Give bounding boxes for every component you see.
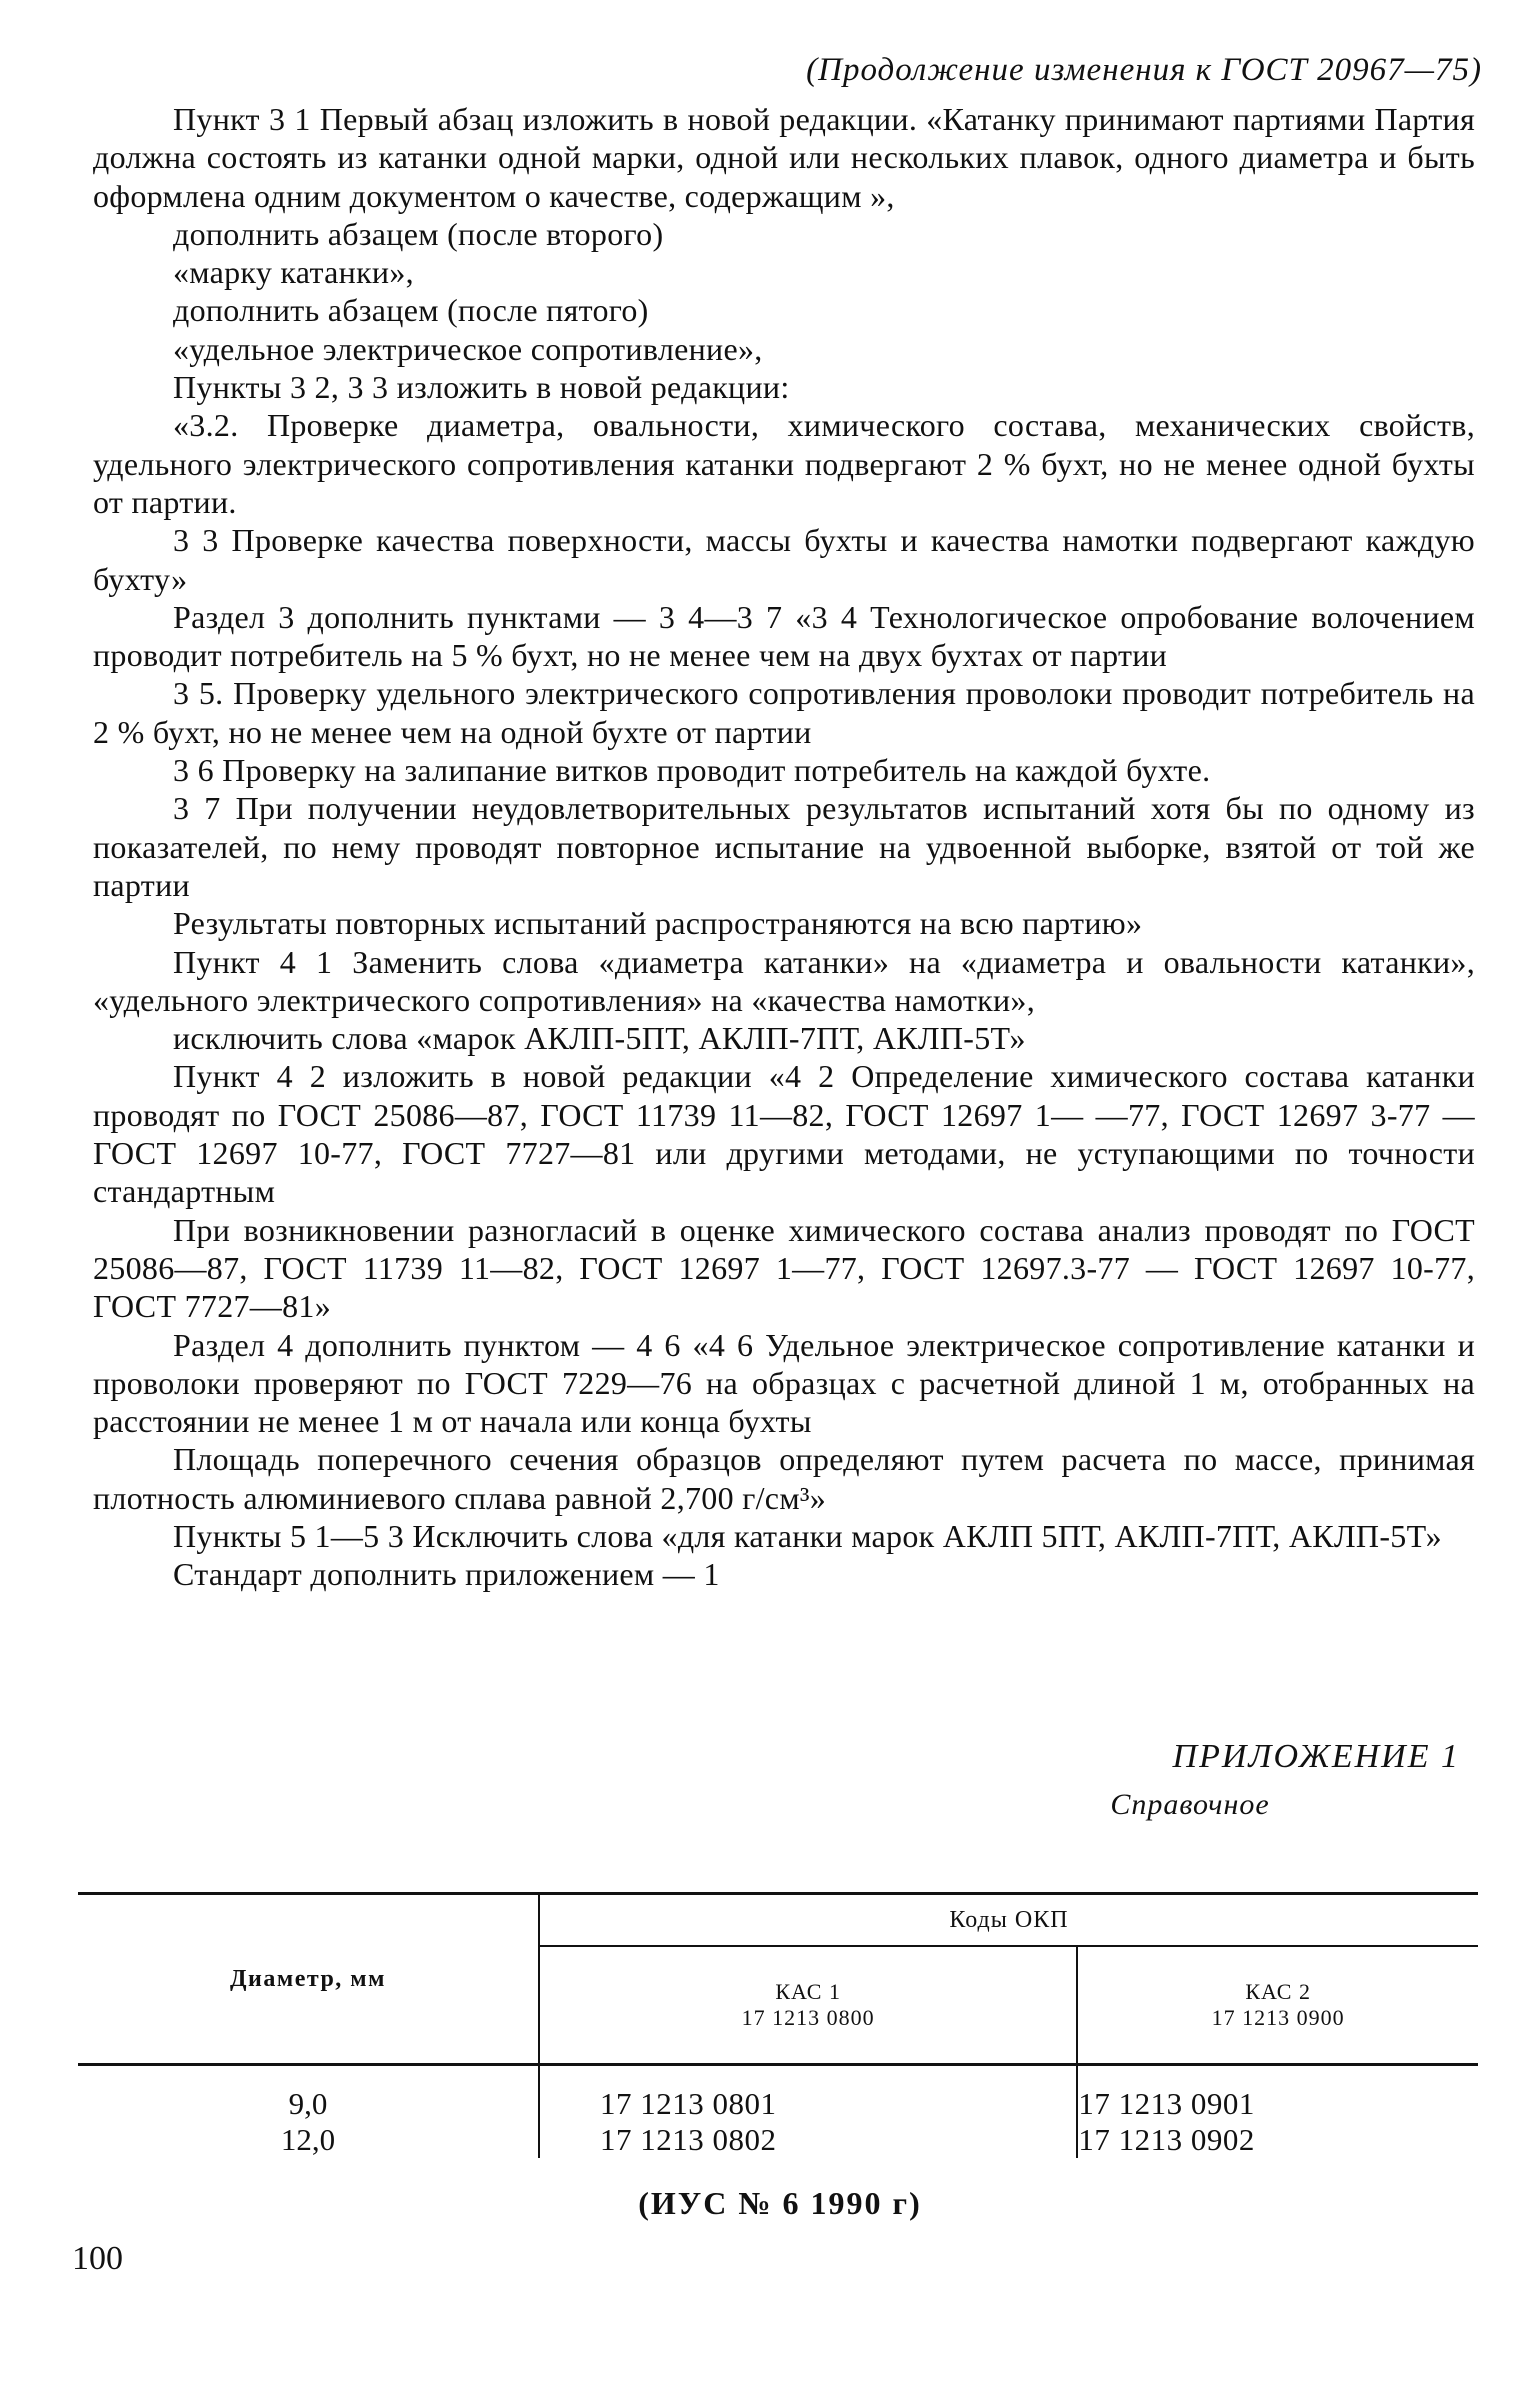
kas1-code-cell: 17 1213 0801: [539, 2065, 1077, 2123]
paragraph: 3 3 Проверке качества поверхности, массы бухты и качества намотки подвергают каждую бухту»: [93, 522, 1475, 597]
paragraph: Пункт 4 1 Заменить слова «диаметра катанки» на «диаметра и овальности катанки», «удельного электрического сопротивления» на «качества намотки»,: [93, 943, 1475, 1018]
okp-codes-table: [78, 1892, 1478, 2158]
kas1-code-cell: 17 1213 0802: [539, 2122, 1077, 2158]
appendix-subtitle: Справочное: [1110, 1788, 1270, 1821]
paragraph: Результаты повторных испытаний распространяются на всю партию»: [173, 905, 1143, 942]
kas2-code-cell: 17 1213 0902: [1078, 2122, 1255, 2157]
column-header-kas2: [1077, 1946, 1478, 2065]
paragraph: Пункт 3 1 Первый абзац изложить в новой редакции. «Катанку принимают партиями Партия должна состоять из катанки одной марки, одной или нескольких плавок, одного диаметра и быть оформлена одним документом о качестве, содержащим »,: [93, 101, 1475, 214]
paragraph: Раздел 4 дополнить пунктом — 4 6 «4 6 Удельное электрическое сопротивление катанки и проволоки проверяют по ГОСТ 7229—76 на образцах с расчетной длиной 1 м, отобранных на расстоянии не менее 1 м от начала или конца бухты: [93, 1326, 1475, 1440]
paragraph: 3 7 При получении неудовлетворительных результатов испытаний хотя бы по одному из показателей, по нему проводят повторное испытание на удвоенной выборке, взятой от той же партии: [93, 790, 1475, 903]
kas2-code: 17 1213 0900: [1211, 2005, 1345, 2030]
paragraph: Пункты 5 1—5 3 Исключить слова «для катанки марок АКЛП 5ПТ, АКЛП-7ПТ, АКЛП-5Т»: [173, 1517, 1442, 1554]
paragraph: исключить слова «марок АКЛП-5ПТ, АКЛП-7ПТ, АКЛП-5Т»: [173, 1020, 1026, 1057]
diameter-cell: 9,0: [78, 2065, 539, 2123]
page-number: 100: [72, 2240, 123, 2277]
column-header-diameter: Диаметр, мм: [78, 1894, 539, 2065]
kas1-code: 17 1213 0800: [741, 2005, 875, 2030]
paragraph: «марку катанки»,: [173, 254, 414, 291]
table-row: [78, 2122, 1478, 2158]
paragraph: дополнить абзацем (после второго): [173, 215, 664, 252]
table-row: [78, 2065, 1478, 2123]
column-header-kas1: [539, 1946, 1077, 2065]
amendment-text: [93, 100, 1475, 1594]
kas1-name: КАС 1: [775, 1979, 841, 2004]
kas2-code-cell: 17 1213 0901: [1078, 2086, 1255, 2121]
paragraph: Площадь поперечного сечения образцов определяют путем расчета по массе, принимая плотность алюминиевого сплава равной 2,700 г/см³»: [93, 1441, 1475, 1516]
paragraph: Стандарт дополнить приложением — 1: [173, 1556, 720, 1593]
kas2-name: КАС 2: [1245, 1979, 1311, 2004]
paragraph: Пункты 3 2, 3 3 изложить в новой редакции:: [173, 369, 790, 406]
paragraph: «удельное электрическое сопротивление»,: [173, 330, 763, 367]
paragraph: При возникновении разногласий в оценке химического состава анализ проводят по ГОСТ 25086—87, ГОСТ 11739 11—82, ГОСТ 12697 1—77, ГОСТ 12697.3-77 — ГОСТ 12697 10-77, ГОСТ 7727—81»: [93, 1211, 1475, 1325]
paragraph: «3.2. Проверке диаметра, овальности, химического состава, механических свойств, удельного электрического сопротивления катанки подвергают 2 % бухт, но не менее одной бухты от партии.: [93, 407, 1475, 520]
okp-codes-table-wrapper: [78, 1892, 1478, 2158]
continuation-header: (Продолжение изменения к ГОСТ 20967—75): [806, 52, 1482, 88]
paragraph: Раздел 3 дополнить пунктами — 3 4—3 7 «3 4 Технологическое опробование волочением проводит потребитель на 5 % бухт, но не менее чем на двух бухтах от партии: [93, 598, 1475, 674]
paragraph: 3 6 Проверку на залипание витков проводит потребитель на каждой бухте.: [173, 752, 1211, 789]
ius-reference: (ИУС № 6 1990 г): [638, 2185, 922, 2221]
appendix-title: ПРИЛОЖЕНИЕ 1: [1172, 1738, 1460, 1775]
paragraph: дополнить абзацем (после пятого): [173, 292, 649, 329]
column-header-okp-codes: Коды ОКП: [539, 1894, 1478, 1947]
diameter-cell: 12,0: [78, 2122, 539, 2158]
paragraph: Пункт 4 2 изложить в новой редакции «4 2 Определение химического состава катанки проводят по ГОСТ 25086—87, ГОСТ 11739 11—82, ГОСТ 12697 1— —77, ГОСТ 12697 3-77 — ГОСТ 12697 10-77, ГОСТ 7727—81 или другими методами, не уступающими по точности стандартным: [93, 1058, 1475, 1210]
paragraph: 3 5. Проверку удельного электрического сопротивления проволоки проводит потребитель на 2 % бухт, но не менее чем на одной бухте от партии: [93, 675, 1475, 750]
